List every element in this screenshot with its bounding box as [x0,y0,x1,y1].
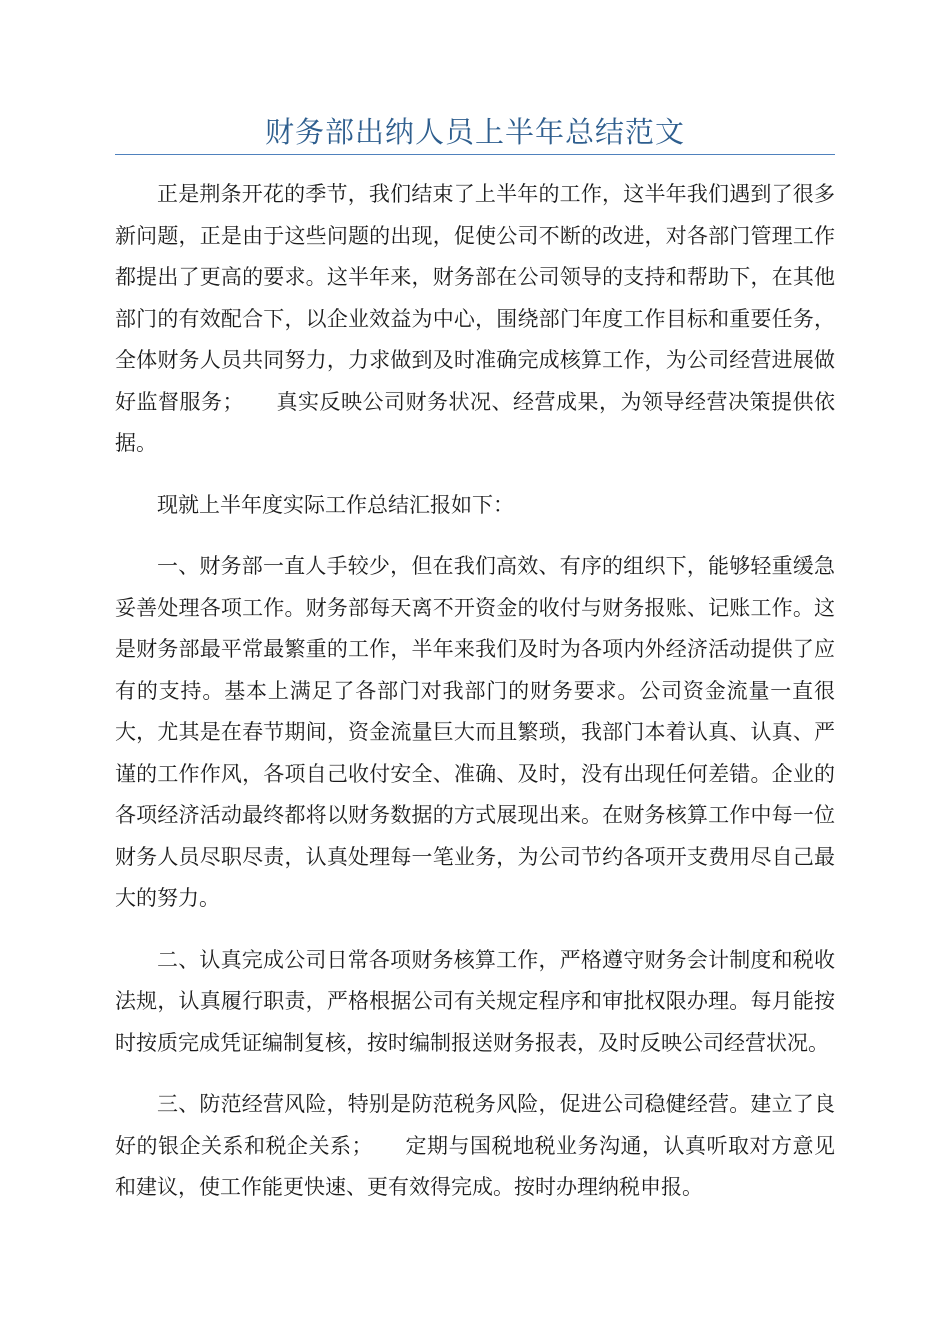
paragraph-summary-lead: 现就上半年度实际工作总结汇报如下： [157,492,514,517]
document-title: 财务部出纳人员上半年总结范文 [264,115,685,149]
paragraph-intro: 正是荆条开花的季节，我们结束了上半年的工作，这半年我们遇到了很多新问题，正是由于这些问题的出现，促使公司不断的改进，对各部门管理工作都提出了更高的要求。这半年来，财务部在公司领导的支持和帮助下，在其他部门的有效配合下，以企业效益为中心，围绕部门年度工作目标和重要任务，全体财务人员共同努力，力求做到及时准确完成核算工作，为公司经营进展做好监督服务； 真实反映公司财务状况、经营成果，为领导经营决策提供依据。 [115,182,835,455]
paragraph-section-1: 一、财务部一直人手较少，但在我们高效、有序的组织下，能够轻重缓急妥善处理各项工作。财务部每天离不开资金的收付与财务报账、记账工作。这是财务部最平常最繁重的工作，半年来我们及时为各项内外经济活动提供了应有的支持。基本上满足了各部门对我部门的财务要求。公司资金流量一直很大，尤其是在春节期间，资金流量巨大而且繁琐，我部门本着认真、认真、严谨的工作作风，各项自己收付安全、准确、及时，没有出现任何差错。企业的各项经济活动最终都将以财务数据的方式展现出来。在财务核算工作中每一位财务人员尽职尽责，认真处理每一笔业务，为公司节约各项开支费用尽自己最大的努力。 [115,554,835,910]
paragraph-section-3: 三、防范经营风险，特别是防范税务风险，促进公司稳健经营。建立了良好的银企关系和税企关系； 定期与国税地税业务沟通，认真听取对方意见和建议，使工作能更快速、更有效得完成。按时办理纳税申报。 [115,1092,835,1199]
title-underline [115,154,835,155]
paragraph-section-2: 二、认真完成公司日常各项财务核算工作，严格遵守财务会计制度和税收法规，认真履行职责，严格根据公司有关规定程序和审批权限办理。每月能按时按质完成凭证编制复核，按时编制报送财务报表，及时反映公司经营状况。 [115,947,835,1055]
document-body [115,174,835,1229]
